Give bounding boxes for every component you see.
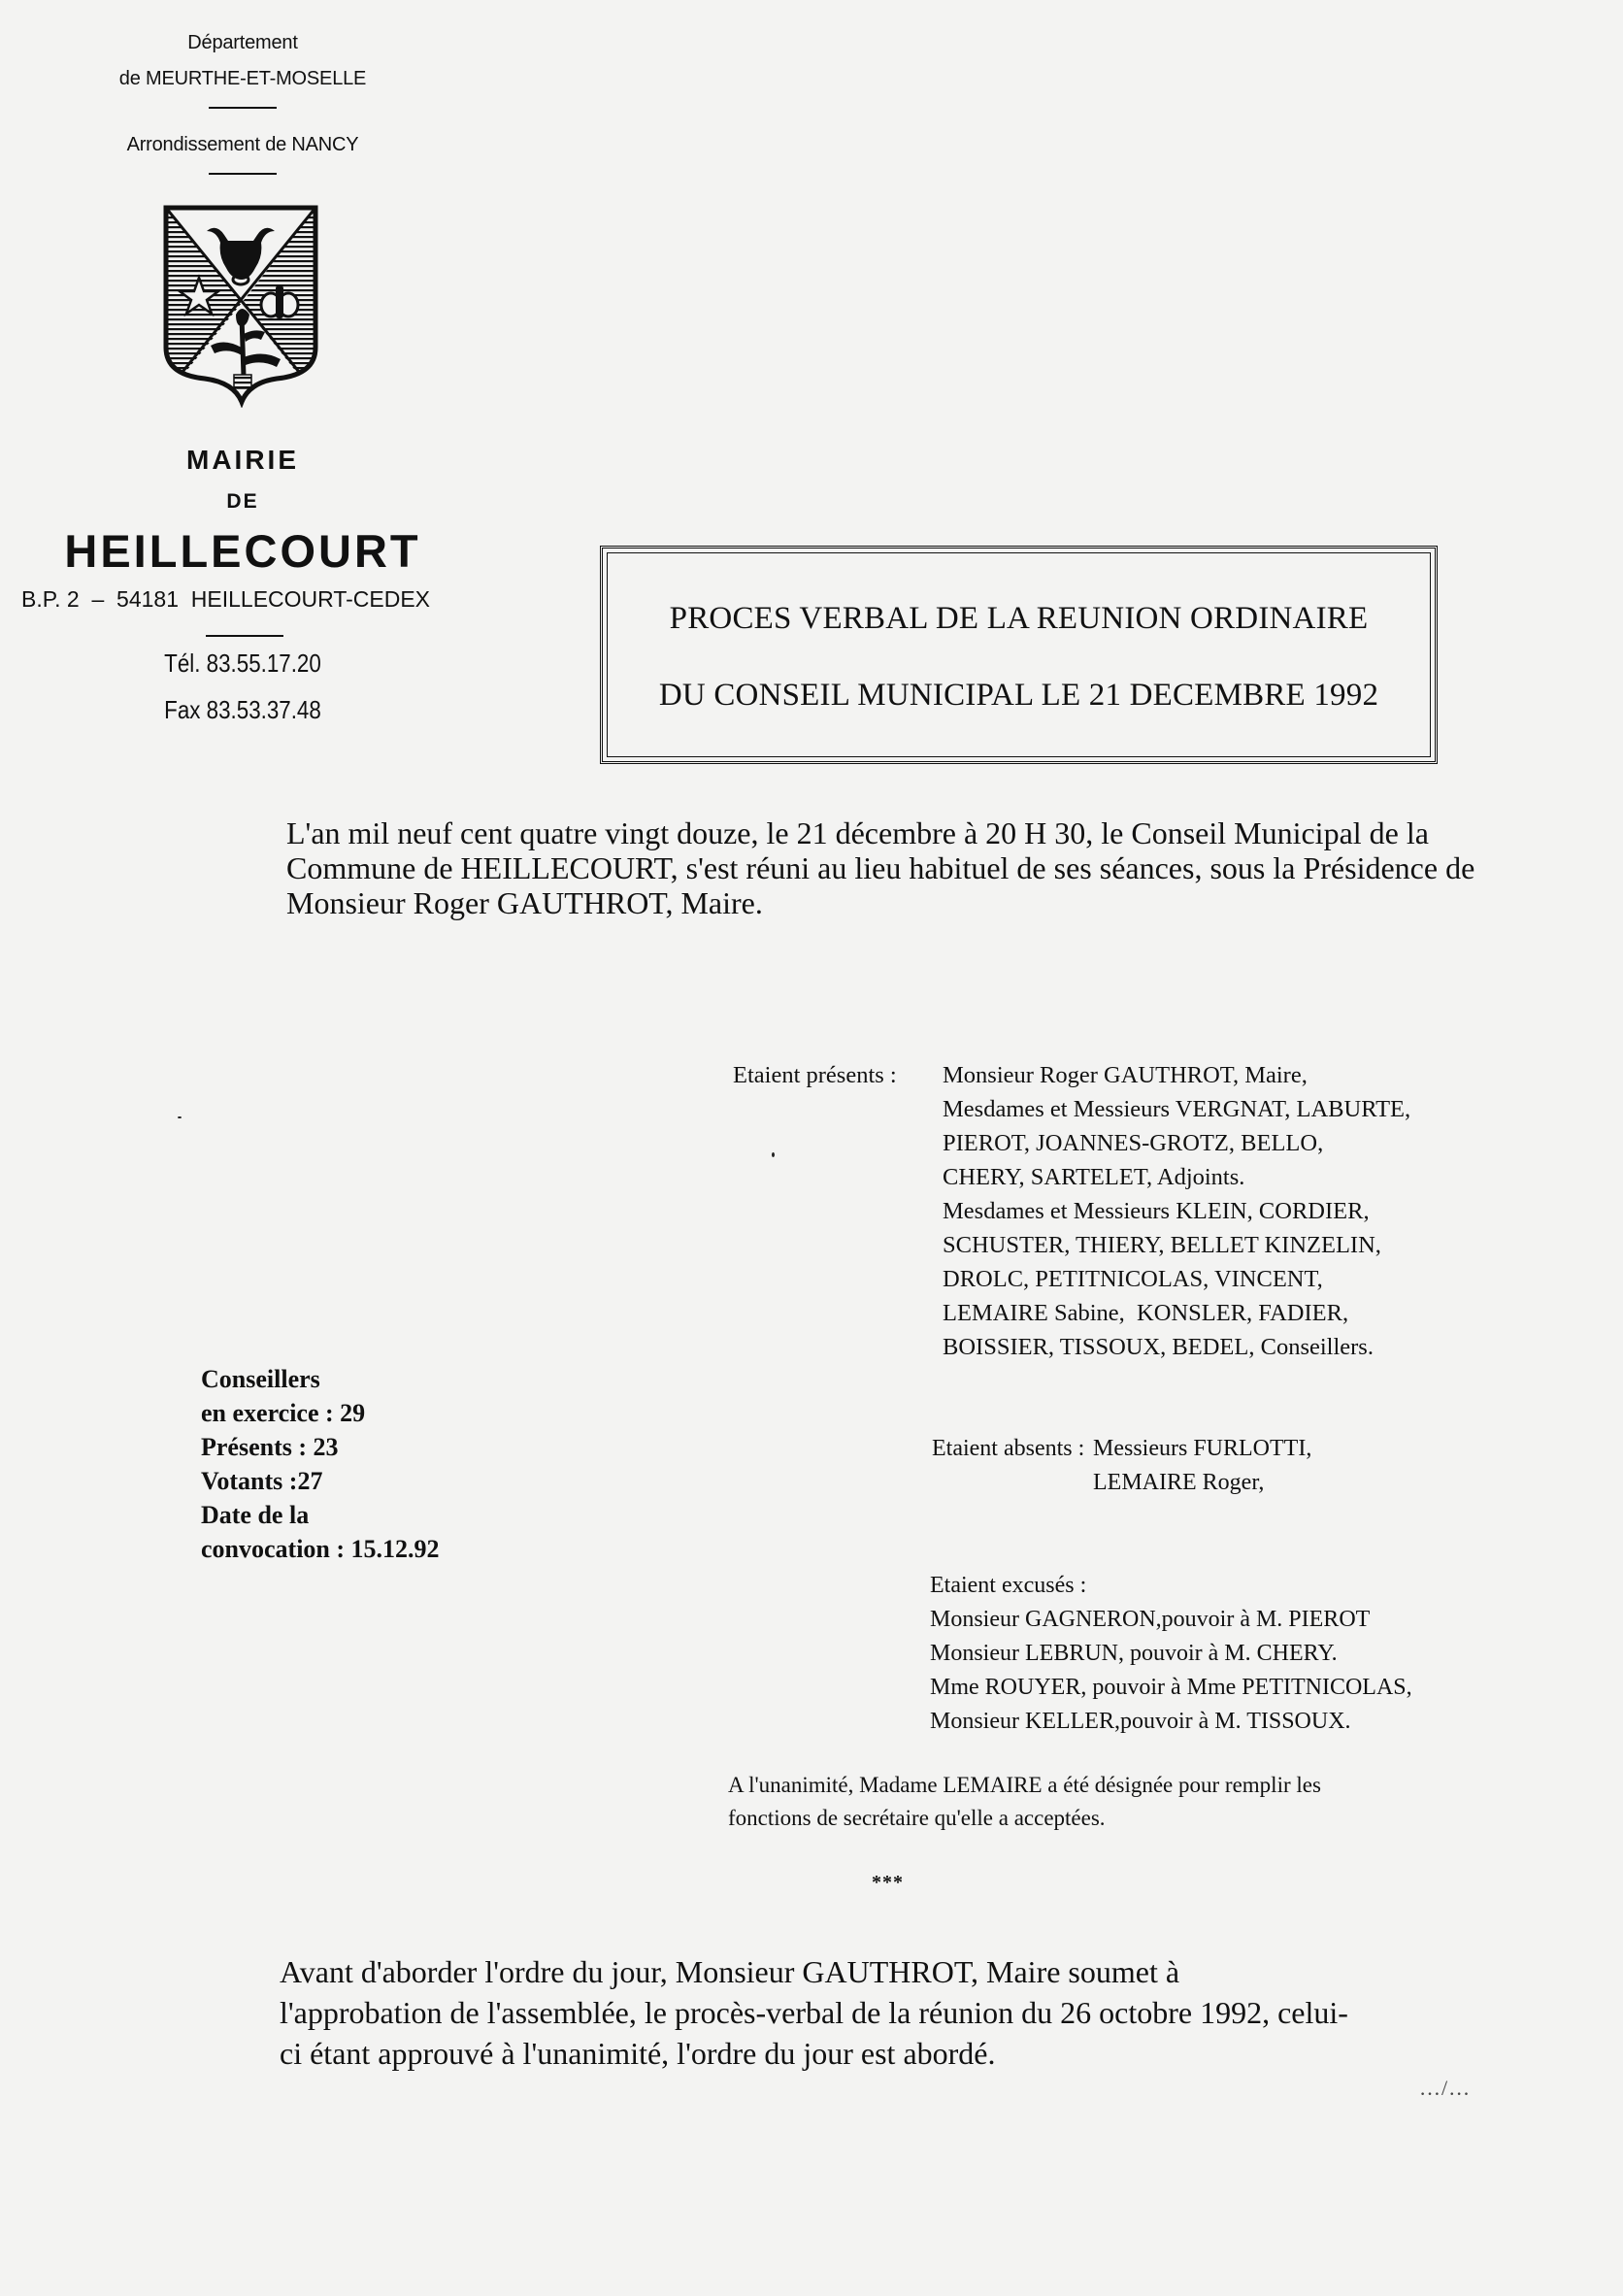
intro-paragraph: L'an mil neuf cent quatre vingt douze, le 21 décembre à 20 H 30, le Conseil Municipal de la Commune de HEILLECOURT, s'est réuni au lieu habituel de ses séances, sous la Présidence de Monsieur Roger GAUTHROT, Maire. [286,815,1475,920]
presents-list [943,1058,1410,1364]
presents-label: Etaient présents : [733,1062,897,1088]
secretary-paragraph [728,1769,1321,1835]
coat-of-arms-icon [160,202,321,408]
document-title-line-2: DU CONSEIL MUNICIPAL LE 21 DECEMBRE 1992 [658,678,1379,713]
closing-line: ci étant approuvé à l'unanimité, l'ordre du jour est abordé. [280,2036,996,2071]
document-title-line-1: PROCES VERBAL DE LA REUNION ORDINAIRE [669,601,1369,636]
summary-line: Date de la [201,1501,310,1529]
divider [206,635,283,637]
absents-line: Messieurs FURLOTTI, [1093,1436,1312,1461]
presents-line: DROLC, PETITNICOLAS, VINCENT, [943,1266,1323,1292]
summary-line: Conseillers [201,1365,320,1393]
excused-line: Monsieur GAGNERON,pouvoir à M. PIEROT [930,1607,1371,1632]
presents-line: Mesdames et Messieurs KLEIN, CORDIER, [943,1198,1370,1224]
presents-line: LEMAIRE Sabine, KONSLER, FADIER, [943,1300,1349,1326]
excused-label: Etaient excusés : [930,1573,1087,1598]
scan-speck [178,1116,182,1118]
mairie-label: MAIRIE [186,445,299,475]
presents-line: CHERY, SARTELET, Adjoints. [943,1164,1245,1190]
town-name: HEILLECOURT [64,525,421,577]
absents-label: Etaient absents : [932,1436,1085,1461]
summary-line: Présents : 23 [201,1433,339,1461]
closing-paragraph [280,1951,1348,2074]
closing-line: l'approbation de l'assemblée, le procès-verbal de la réunion du 26 octobre 1992, celui- [280,1995,1348,2030]
department-name: de MEURTHE-ET-MOSELLE [118,68,367,89]
excused-line: Monsieur LEBRUN, pouvoir à M. CHERY. [930,1641,1338,1666]
section-separator: *** [872,1872,904,1893]
secretary-line: fonctions de secrétaire qu'elle a acceptées. [728,1806,1106,1830]
secretary-line: A l'unanimité, Madame LEMAIRE a été désignée pour remplir les [728,1773,1321,1797]
fax: Fax 83.53.37.48 [164,695,321,724]
presents-line: Mesdames et Messieurs VERGNAT, LABURTE, [943,1096,1411,1122]
divider [209,107,277,109]
summary-line: Votants :27 [201,1467,323,1495]
presents-line: SCHUSTER, THIERY, BELLET KINZELIN, [943,1232,1381,1258]
summary-line: convocation : 15.12.92 [201,1535,440,1563]
scan-speck [772,1152,775,1157]
absents-line: LEMAIRE Roger, [1093,1470,1265,1495]
document-title-box [600,546,1438,764]
divider [209,173,277,175]
telephone: Tél. 83.55.17.20 [164,649,321,678]
presents-line: PIEROT, JOANNES-GROTZ, BELLO, [943,1130,1324,1156]
presents-line: BOISSIER, TISSOUX, BEDEL, Conseillers. [943,1334,1374,1360]
closing-line: Avant d'aborder l'ordre du jour, Monsieur GAUTHROT, Maire soumet à [280,1954,1180,1989]
department-label: Département [187,32,298,53]
continuation-mark: …/… [1419,2076,1472,2100]
council-summary [201,1362,440,1566]
summary-line: en exercice : 29 [201,1399,366,1427]
excused-list [930,1569,1412,1739]
arrondissement: Arrondissement de NANCY [126,134,359,155]
excused-line: Monsieur KELLER,pouvoir à M. TISSOUX. [930,1709,1351,1734]
presents-line: Monsieur Roger GAUTHROT, Maire, [943,1062,1308,1088]
excused-line: Mme ROUYER, pouvoir à Mme PETITNICOLAS, [930,1675,1412,1700]
postal-address: B.P. 2 – 54181 HEILLECOURT-CEDEX [21,586,431,612]
mairie-de-label: DE [226,490,259,513]
